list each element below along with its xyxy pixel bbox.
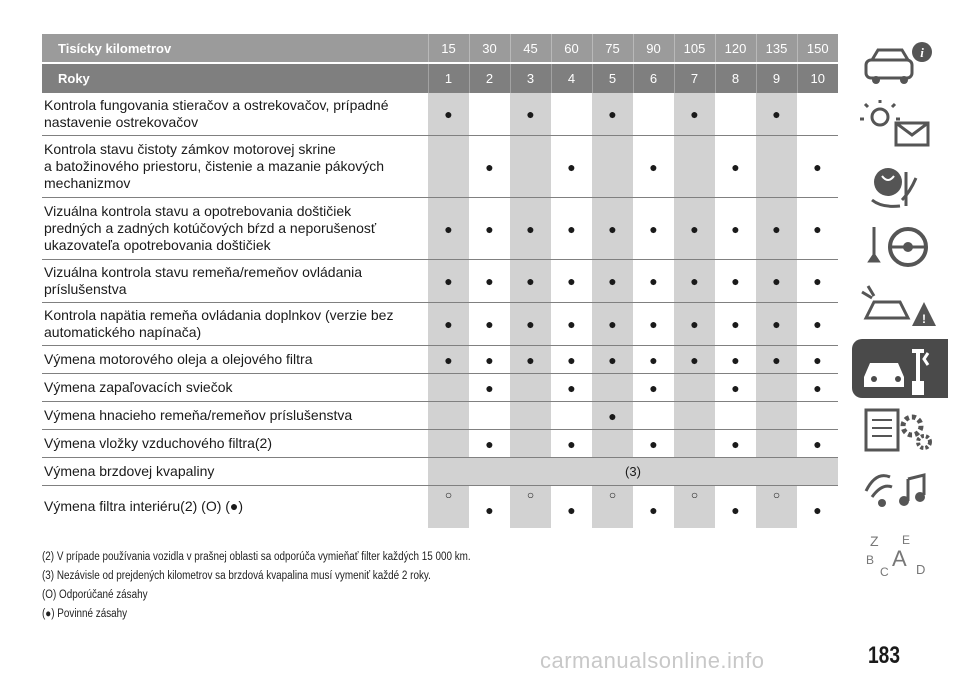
schedule-cell xyxy=(715,346,756,374)
tab-multimedia[interactable] xyxy=(852,461,948,520)
mandatory-mark: ● xyxy=(526,273,535,289)
operation-description: Výmena brzdovej kvapaliny xyxy=(42,458,428,486)
mandatory-mark: ● xyxy=(731,435,740,452)
schedule-cell xyxy=(551,136,592,198)
mandatory-mark: ● xyxy=(772,351,781,368)
header-km-120: 120 xyxy=(715,34,756,63)
mandatory-mark: ● xyxy=(649,316,658,332)
table-row xyxy=(42,93,838,136)
header-row-years xyxy=(42,63,838,93)
schedule-cell xyxy=(674,346,715,374)
schedule-cell xyxy=(715,303,756,346)
schedule-cell xyxy=(715,374,756,402)
footnote-3: (3) Nezávisle od prejdených kilometrov sa brzdová kvapalina musí vymeniť každé 2 roky. xyxy=(42,570,431,582)
header-year-3: 3 xyxy=(510,63,551,93)
schedule-cell xyxy=(633,402,674,430)
accident-emergency-icon xyxy=(852,278,948,337)
schedule-cell xyxy=(756,93,797,136)
tab-technical-data[interactable] xyxy=(852,400,948,459)
schedule-cell xyxy=(592,402,633,430)
header-km-150: 150 xyxy=(797,34,838,63)
schedule-cell xyxy=(592,374,633,402)
header-km-30: 30 xyxy=(469,34,510,63)
tab-alphabetical-index[interactable] xyxy=(852,522,948,581)
header-year-5: 5 xyxy=(592,63,633,93)
schedule-cell xyxy=(797,430,838,458)
operation-description: Výmena filtra interiéru(2) (O) (●) xyxy=(42,486,428,528)
legend-mandatory: (●) Povinné zásahy xyxy=(42,608,128,620)
schedule-cell xyxy=(592,136,633,198)
mandatory-mark: ● xyxy=(690,106,699,122)
header-km-15: 15 xyxy=(428,34,469,63)
mandatory-mark: ● xyxy=(772,273,781,289)
warning-lights-icon xyxy=(852,95,948,154)
schedule-cell xyxy=(469,93,510,136)
schedule-cell xyxy=(797,198,838,260)
mandatory-mark: ● xyxy=(731,351,740,368)
header-km-45: 45 xyxy=(510,34,551,63)
steering-key-icon xyxy=(852,217,948,276)
schedule-cell xyxy=(469,346,510,374)
header-year-1: 1 xyxy=(428,63,469,93)
schedule-cell xyxy=(469,198,510,260)
mandatory-mark: ● xyxy=(690,351,699,368)
schedule-cell xyxy=(551,430,592,458)
header-km-135: 135 xyxy=(756,34,797,63)
mandatory-mark: ● xyxy=(608,407,617,424)
schedule-cell xyxy=(674,198,715,260)
mandatory-mark: ● xyxy=(813,158,822,175)
operation-description: Kontrola stavu čistoty zámkov motorovej skrine a batožinového priestoru, čistenie a mazanie pákových mechanizmov xyxy=(42,136,428,198)
schedule-cell xyxy=(633,93,674,136)
mandatory-mark: ● xyxy=(485,220,494,237)
schedule-cell xyxy=(797,260,838,303)
mandatory-mark: ● xyxy=(690,273,699,289)
schedule-cell xyxy=(715,402,756,430)
mandatory-mark: ● xyxy=(485,158,494,175)
tab-car-info[interactable] xyxy=(852,34,948,93)
schedule-cell xyxy=(510,93,551,136)
schedule-cell xyxy=(633,346,674,374)
schedule-cell xyxy=(469,486,510,528)
mandatory-mark: ● xyxy=(526,106,535,122)
mandatory-mark: ● xyxy=(649,379,658,396)
schedule-cell xyxy=(428,303,469,346)
table-row xyxy=(42,346,838,374)
schedule-cell xyxy=(715,430,756,458)
schedule-cell xyxy=(797,93,838,136)
airbag-seat-icon xyxy=(852,156,948,215)
table-row xyxy=(42,303,838,346)
schedule-cell xyxy=(510,260,551,303)
mandatory-mark: ● xyxy=(772,106,781,122)
schedule-cell xyxy=(674,486,715,528)
schedule-cell xyxy=(592,430,633,458)
tab-warning-lights[interactable] xyxy=(852,95,948,154)
schedule-cell xyxy=(633,486,674,528)
mandatory-mark: ● xyxy=(772,316,781,332)
mandatory-mark: ● xyxy=(485,273,494,289)
header-year-7: 7 xyxy=(674,63,715,93)
recommended-mark: ○ xyxy=(772,488,781,502)
schedule-cell xyxy=(551,486,592,528)
car-info-icon xyxy=(852,34,948,93)
mandatory-mark: ● xyxy=(485,502,494,518)
header-year-6: 6 xyxy=(633,63,674,93)
mandatory-mark: ● xyxy=(485,316,494,332)
mandatory-mark: ● xyxy=(649,158,658,175)
svg-text:E: E xyxy=(902,533,911,547)
mandatory-mark: ● xyxy=(731,379,740,396)
schedule-cell xyxy=(592,93,633,136)
schedule-cell xyxy=(469,303,510,346)
mandatory-mark: ● xyxy=(567,273,576,289)
schedule-cell xyxy=(674,260,715,303)
schedule-cell xyxy=(674,430,715,458)
schedule-cell xyxy=(674,303,715,346)
header-year-8: 8 xyxy=(715,63,756,93)
operation-description: Vizuálna kontrola stavu a opotrebovania doštičiek predných a zadných kotúčových bŕzd a neporušenosť ukazovateľa opotrebovania doštičiek xyxy=(42,198,428,260)
mandatory-mark: ● xyxy=(813,435,822,452)
schedule-cell xyxy=(715,486,756,528)
schedule-cell xyxy=(715,136,756,198)
mandatory-mark: ● xyxy=(731,273,740,289)
footnote-2: (2) V prípade používania vozidla v prašnej oblasti sa odporúča vymieňať filter každých 15 000 km. xyxy=(42,551,471,563)
mandatory-mark: ● xyxy=(567,316,576,332)
mandatory-mark: ● xyxy=(690,316,699,332)
schedule-cell xyxy=(428,93,469,136)
tab-airbag-seat[interactable] xyxy=(852,156,948,215)
schedule-cell xyxy=(756,346,797,374)
mandatory-mark: ● xyxy=(649,273,658,289)
schedule-cell xyxy=(428,430,469,458)
operation-description: Výmena motorového oleja a olejového filtra xyxy=(42,346,428,374)
schedule-cell xyxy=(428,260,469,303)
mandatory-mark: ● xyxy=(731,220,740,237)
schedule-cell xyxy=(797,346,838,374)
schedule-cell xyxy=(674,374,715,402)
alphabetical-index-icon xyxy=(852,522,948,581)
schedule-cell xyxy=(469,136,510,198)
mandatory-mark: ● xyxy=(567,220,576,237)
schedule-cell xyxy=(510,303,551,346)
schedule-cell xyxy=(510,198,551,260)
header-km-90: 90 xyxy=(633,34,674,63)
operation-description: Výmena hnacieho remeňa/remeňov príslušenstva xyxy=(42,402,428,430)
header-year-9: 9 xyxy=(756,63,797,93)
schedule-cell xyxy=(428,402,469,430)
tab-accident-emergency[interactable] xyxy=(852,278,948,337)
schedule-cell xyxy=(592,486,633,528)
mandatory-mark: ● xyxy=(485,435,494,452)
schedule-cell xyxy=(756,430,797,458)
schedule-cell xyxy=(592,198,633,260)
mandatory-mark: ● xyxy=(649,435,658,452)
schedule-cell xyxy=(756,486,797,528)
schedule-cell xyxy=(715,260,756,303)
schedule-cell xyxy=(797,136,838,198)
schedule-cell xyxy=(674,402,715,430)
table-row xyxy=(42,136,838,198)
schedule-cell xyxy=(674,136,715,198)
schedule-cell xyxy=(551,402,592,430)
mandatory-mark: ● xyxy=(526,220,535,237)
mandatory-mark: ● xyxy=(731,316,740,332)
schedule-cell xyxy=(428,486,469,528)
schedule-cell xyxy=(428,198,469,260)
header-year-2: 2 xyxy=(469,63,510,93)
schedule-cell xyxy=(469,374,510,402)
table-row xyxy=(42,458,838,486)
schedule-cell xyxy=(469,430,510,458)
schedule-cell xyxy=(797,374,838,402)
mandatory-mark: ● xyxy=(567,351,576,368)
mandatory-mark: ● xyxy=(608,106,617,122)
mandatory-mark: ● xyxy=(567,158,576,175)
header-row-kilometers xyxy=(42,34,838,63)
table-row xyxy=(42,198,838,260)
schedule-cell xyxy=(756,260,797,303)
mandatory-mark: ● xyxy=(649,502,658,518)
mandatory-mark: ● xyxy=(567,502,576,518)
schedule-cell xyxy=(756,402,797,430)
schedule-cell xyxy=(428,346,469,374)
header-km-105: 105 xyxy=(674,34,715,63)
schedule-cell xyxy=(551,198,592,260)
recommended-mark: ○ xyxy=(608,488,617,502)
mandatory-mark: ● xyxy=(813,220,822,237)
schedule-cell xyxy=(510,136,551,198)
span-note-cell: (3) xyxy=(428,458,838,486)
mandatory-mark: ● xyxy=(444,316,453,332)
schedule-cell xyxy=(551,303,592,346)
svg-text:C: C xyxy=(880,565,889,579)
header-year-4: 4 xyxy=(551,63,592,93)
schedule-cell xyxy=(510,402,551,430)
page-number: 183 xyxy=(868,642,901,669)
operation-description: Výmena vložky vzduchového filtra(2) xyxy=(42,430,428,458)
table-row xyxy=(42,430,838,458)
mandatory-mark: ● xyxy=(813,316,822,332)
svg-text:A: A xyxy=(892,546,907,571)
svg-text:B: B xyxy=(866,553,875,567)
schedule-cell xyxy=(756,136,797,198)
tab-steering-key[interactable] xyxy=(852,217,948,276)
schedule-cell xyxy=(592,260,633,303)
mandatory-mark: ● xyxy=(485,379,494,396)
mandatory-mark: ● xyxy=(608,316,617,332)
table-row xyxy=(42,486,838,528)
multimedia-icon xyxy=(852,461,948,520)
tab-car-maintenance[interactable] xyxy=(852,339,948,398)
mandatory-mark: ● xyxy=(567,435,576,452)
schedule-cell xyxy=(633,260,674,303)
mandatory-mark: ● xyxy=(813,273,822,289)
recommended-mark: ○ xyxy=(444,488,453,502)
technical-data-icon xyxy=(852,400,948,459)
schedule-cell xyxy=(510,430,551,458)
maintenance-schedule-table xyxy=(42,34,838,528)
operation-description: Kontrola fungovania stieračov a ostrekovačov, prípadné nastavenie ostrekovačov xyxy=(42,93,428,136)
schedule-cell xyxy=(510,486,551,528)
svg-text:i: i xyxy=(920,45,924,60)
mandatory-mark: ● xyxy=(444,106,453,122)
footnotes xyxy=(42,548,822,624)
schedule-cell xyxy=(756,303,797,346)
table-row xyxy=(42,402,838,430)
operation-description: Výmena zapaľovacích sviečok xyxy=(42,374,428,402)
schedule-cell xyxy=(674,93,715,136)
header-year-10: 10 xyxy=(797,63,838,93)
car-maintenance-icon xyxy=(852,339,948,398)
header-km-60: 60 xyxy=(551,34,592,63)
schedule-cell xyxy=(551,346,592,374)
mandatory-mark: ● xyxy=(813,351,822,368)
schedule-cell xyxy=(633,136,674,198)
schedule-cell xyxy=(756,374,797,402)
schedule-cell xyxy=(715,198,756,260)
mandatory-mark: ● xyxy=(690,220,699,237)
legend-recommended: (O) Odporúčané zásahy xyxy=(42,589,148,601)
mandatory-mark: ● xyxy=(608,273,617,289)
watermark: carmanualsonline.info xyxy=(540,648,765,673)
schedule-cell xyxy=(551,93,592,136)
schedule-cell xyxy=(428,374,469,402)
mandatory-mark: ● xyxy=(608,220,617,237)
mandatory-mark: ● xyxy=(526,351,535,368)
svg-text:D: D xyxy=(916,562,926,577)
schedule-cell xyxy=(592,303,633,346)
schedule-cell xyxy=(510,374,551,402)
schedule-cell xyxy=(797,303,838,346)
mandatory-mark: ● xyxy=(649,220,658,237)
mandatory-mark: ● xyxy=(813,379,822,396)
table-row xyxy=(42,260,838,303)
mandatory-mark: ● xyxy=(813,502,822,518)
mandatory-mark: ● xyxy=(444,220,453,237)
schedule-cell xyxy=(633,303,674,346)
recommended-mark: ○ xyxy=(526,488,535,502)
schedule-cell xyxy=(797,402,838,430)
schedule-cell xyxy=(633,430,674,458)
header-years-label: Roky xyxy=(42,63,428,93)
mandatory-mark: ● xyxy=(731,158,740,175)
schedule-cell xyxy=(510,346,551,374)
svg-text:!: ! xyxy=(922,312,926,326)
schedule-cell xyxy=(715,93,756,136)
chapter-tabs xyxy=(852,34,948,583)
schedule-cell xyxy=(551,374,592,402)
schedule-cell xyxy=(469,260,510,303)
schedule-cell xyxy=(551,260,592,303)
mandatory-mark: ● xyxy=(444,351,453,368)
mandatory-mark: ● xyxy=(649,351,658,368)
mandatory-mark: ● xyxy=(485,351,494,368)
mandatory-mark: ● xyxy=(772,220,781,237)
schedule-cell xyxy=(469,402,510,430)
mandatory-mark: ● xyxy=(526,316,535,332)
svg-text:Z: Z xyxy=(870,533,879,549)
recommended-mark: ○ xyxy=(690,488,699,502)
header-km-75: 75 xyxy=(592,34,633,63)
schedule-cell xyxy=(428,136,469,198)
operation-description: Kontrola napätia remeňa ovládania doplnkov (verzie bez automatického napínača) xyxy=(42,303,428,346)
header-km-label: Tisícky kilometrov xyxy=(42,34,428,63)
mandatory-mark: ● xyxy=(567,379,576,396)
schedule-cell xyxy=(756,198,797,260)
mandatory-mark: ● xyxy=(731,502,740,518)
mandatory-mark: ● xyxy=(608,351,617,368)
schedule-cell xyxy=(633,374,674,402)
table-row xyxy=(42,374,838,402)
schedule-cell xyxy=(797,486,838,528)
schedule-cell xyxy=(592,346,633,374)
mandatory-mark: ● xyxy=(444,273,453,289)
operation-description: Vizuálna kontrola stavu remeňa/remeňov ovládania príslušenstva xyxy=(42,260,428,303)
schedule-cell xyxy=(633,198,674,260)
